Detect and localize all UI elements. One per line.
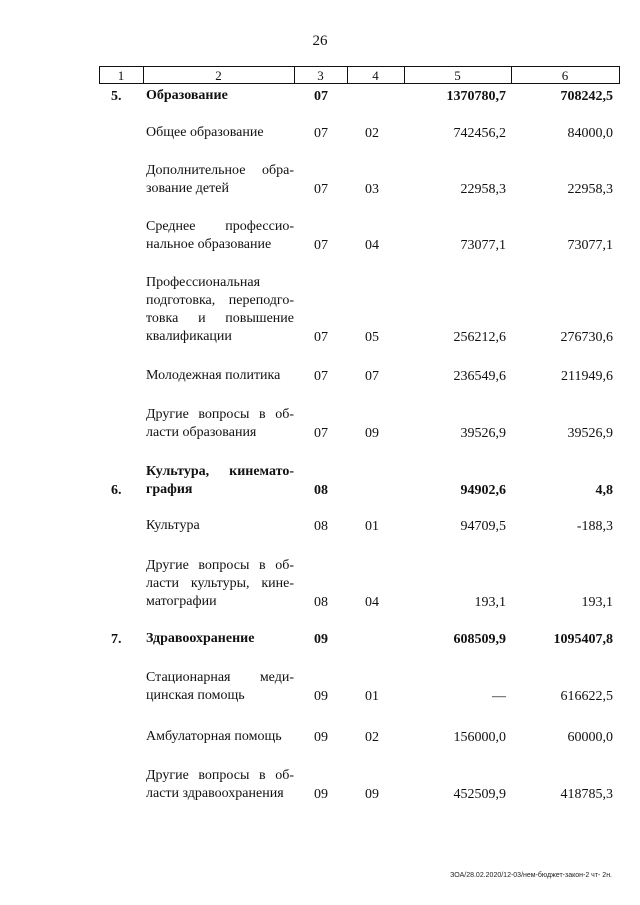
row-name: Амбулаторная помощь xyxy=(146,729,282,744)
value-col-6: 60000,0 xyxy=(567,730,613,745)
section-code: 07 xyxy=(314,238,328,253)
value-col-5: 73077,1 xyxy=(460,238,506,253)
section-code: 07 xyxy=(314,369,328,384)
value-col-6: 39526,9 xyxy=(567,426,613,441)
value-col-6: 418785,3 xyxy=(560,787,613,802)
header-col-4: 4 xyxy=(372,68,379,83)
section-code: 09 xyxy=(314,632,328,647)
section-code: 09 xyxy=(314,689,328,704)
row-name: Среднее профессио- нальное образование xyxy=(146,219,294,252)
value-col-6: -188,3 xyxy=(576,519,613,534)
value-col-5: 94902,6 xyxy=(460,483,506,498)
row-number: 5. xyxy=(111,89,122,104)
value-col-5: 22958,3 xyxy=(460,182,506,197)
header-col-2: 2 xyxy=(215,68,222,83)
value-col-5: 94709,5 xyxy=(460,519,506,534)
subsection-code: 01 xyxy=(365,519,379,534)
subsection-code: 03 xyxy=(365,182,379,197)
row-name: Дополнительное обра- зование детей xyxy=(146,163,294,196)
value-col-6: 616622,5 xyxy=(560,689,613,704)
value-col-6: 708242,5 xyxy=(560,89,613,104)
header-col-1: 1 xyxy=(117,68,125,83)
section-code: 09 xyxy=(314,787,328,802)
row-number: 7. xyxy=(111,632,122,647)
value-col-5: — xyxy=(492,689,506,704)
value-col-5: 256212,6 xyxy=(453,330,506,345)
header-col-6: 6 xyxy=(561,68,569,83)
value-col-6: 22958,3 xyxy=(567,182,613,197)
section-code: 07 xyxy=(314,126,328,141)
row-name: Стационарная меди- цинская помощь xyxy=(146,670,294,703)
subsection-code: 09 xyxy=(365,426,379,441)
value-col-5: 452509,9 xyxy=(453,787,506,802)
subsection-code: 02 xyxy=(365,126,379,141)
subsection-code: 04 xyxy=(365,595,379,610)
section-code: 08 xyxy=(314,595,328,610)
row-name: Другие вопросы в об- ласти здравоохранения xyxy=(146,768,294,801)
row-name: Профессиональная подготовка, переподго- товка и повышение квалификации xyxy=(146,275,294,344)
value-col-6: 84000,0 xyxy=(567,126,613,141)
header-col-5: 5 xyxy=(454,68,461,83)
value-col-5: 608509,9 xyxy=(453,632,506,647)
value-col-6: 193,1 xyxy=(581,595,613,610)
value-col-6: 211949,6 xyxy=(561,369,613,384)
row-name: Образование xyxy=(146,88,228,103)
section-code: 07 xyxy=(314,330,328,345)
section-code: 08 xyxy=(314,483,328,498)
value-col-5: 1370780,7 xyxy=(446,89,506,104)
value-col-5: 236549,6 xyxy=(453,369,506,384)
header-col-3: 3 xyxy=(317,68,324,83)
page-number: 26 xyxy=(312,33,328,49)
row-name: Другие вопросы в об- ласти образования xyxy=(146,407,294,440)
section-code: 07 xyxy=(314,182,328,197)
value-col-5: 742456,2 xyxy=(453,126,506,141)
subsection-code: 05 xyxy=(365,330,379,345)
value-col-6: 1095407,8 xyxy=(553,632,613,647)
row-name: Молодежная политика xyxy=(146,368,281,383)
value-col-6: 276730,6 xyxy=(560,330,613,345)
section-code: 07 xyxy=(314,89,328,104)
subsection-code: 07 xyxy=(365,369,379,384)
section-code: 09 xyxy=(314,730,328,745)
subsection-code: 02 xyxy=(365,730,379,745)
subsection-code: 04 xyxy=(365,238,379,253)
subsection-code: 01 xyxy=(365,689,379,704)
value-col-5: 193,1 xyxy=(474,595,506,610)
value-col-6: 4,8 xyxy=(595,483,613,498)
row-name: Здравоохранение xyxy=(146,631,255,646)
row-name: Общее образование xyxy=(146,125,264,140)
subsection-code: 09 xyxy=(365,787,379,802)
section-code: 07 xyxy=(314,426,328,441)
row-name: Культура, кинемато- графия xyxy=(146,464,294,497)
section-code: 08 xyxy=(314,519,328,534)
row-name: Другие вопросы в об- ласти культуры, кине- матографии xyxy=(146,558,294,609)
row-number: 6. xyxy=(111,483,122,498)
value-col-6: 73077,1 xyxy=(567,238,613,253)
document-footer: ЗОА/28.02.2020/12-03/нем-бюджет-закон-2 чт- 2н. xyxy=(450,872,612,879)
value-col-5: 39526,9 xyxy=(460,426,506,441)
value-col-5: 156000,0 xyxy=(453,730,506,745)
row-name: Культура xyxy=(146,518,200,533)
